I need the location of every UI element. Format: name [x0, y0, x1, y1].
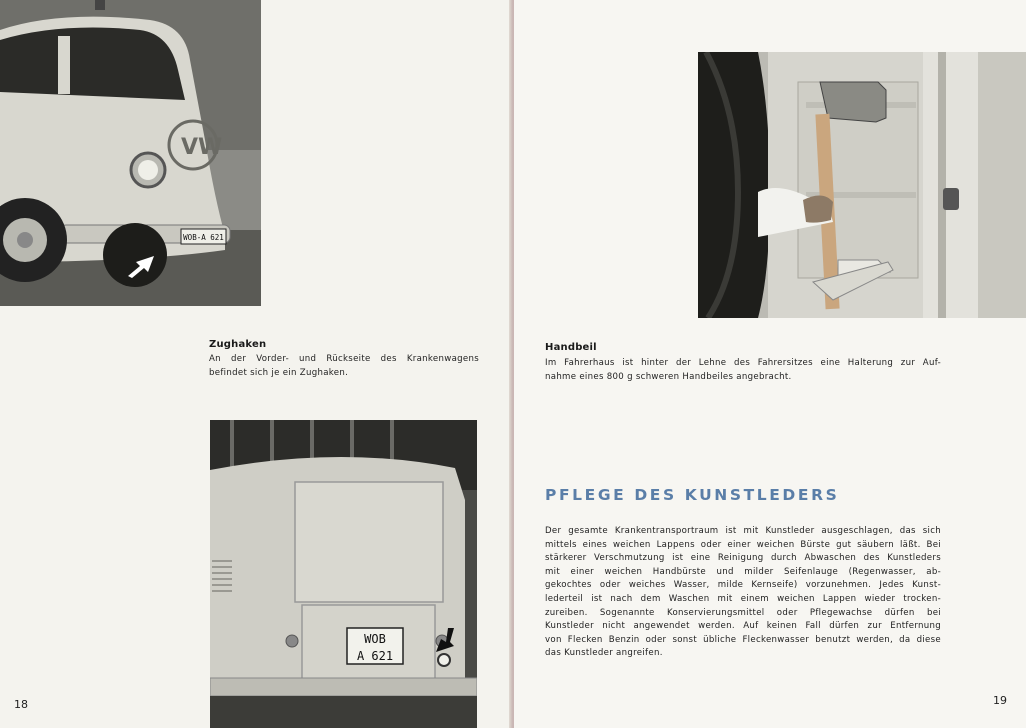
svg-text:VW: VW [181, 135, 223, 160]
photo-front-tow-hook [0, 0, 261, 306]
kunstleder-line-6: lederteil ist nach dem Waschen mit einem weichen Lappen wieder trocken- [545, 593, 941, 604]
rear-plate-bottom: A 621 [356, 649, 394, 663]
kunstleder-line-1: Der gesamte Krankentransportraum ist mit Kunstleder ausgeschlagen, das sich [545, 526, 941, 536]
kunstleder-line-4: mit einer weichen Handbürste und milder Seifenlauge (Regenwasser, ab- [545, 566, 941, 577]
kunstleder-line-2: mittels eines weichen Lappens oder einer weichen Bürste gut säubern läßt. Bei [545, 539, 941, 550]
zughaken-heading: Zughaken [209, 339, 267, 350]
front-license-plate: WOB-A 621 [183, 233, 224, 242]
kunstleder-line-5: gekochtes oder weiches Wasser, milde Kernseife) vorzunehmen. Jedes Kunst- [545, 580, 941, 591]
zughaken-text [209, 353, 479, 380]
section-title: PFLEGE DES KUNSTLEDERS [545, 486, 840, 504]
right-page [514, 0, 1026, 728]
handbeil-line-1: Im Fahrerhaus ist hinter der Lehne des Fahrersitzes eine Halterung zur Auf- [545, 358, 941, 368]
kunstleder-line-9: von Flecken Benzin oder sonst übliche Fleckenwasser benutzt werden, da diese [545, 634, 941, 645]
left-page-number: 18 [14, 698, 28, 711]
handbeil-text [545, 357, 941, 384]
photo-rear-tow-hook [210, 420, 477, 728]
kunstleder-line-7: zureiben. Sogenannte Konservierungsmittel oder Pflegewachse dürfen bei [545, 607, 941, 618]
zughaken-line-1: An der Vorder- und Rückseite des Krankenwagens [209, 354, 479, 364]
kunstleder-text [545, 525, 941, 661]
zughaken-line-2: befindet sich je ein Zughaken. [209, 367, 349, 378]
rear-plate-top: WOB [364, 632, 386, 646]
right-page-number: 19 [993, 694, 1007, 707]
photo-hand-axe [698, 52, 1026, 318]
kunstleder-line-3: stärkerer Verschmutzung ist eine Reinigung durch Abwaschen des Kunstleders [545, 553, 941, 564]
handbeil-heading: Handbeil [545, 342, 597, 353]
kunstleder-line-10: das Kunstleder angreifen. [545, 648, 663, 659]
handbeil-line-2: nahme eines 800 g schweren Handbeiles angebracht. [545, 371, 792, 382]
left-page [0, 0, 512, 728]
kunstleder-line-8: Kunstleder nicht angewendet werden. Auf keinen Fall dürfen zur Entfernung [545, 621, 941, 632]
